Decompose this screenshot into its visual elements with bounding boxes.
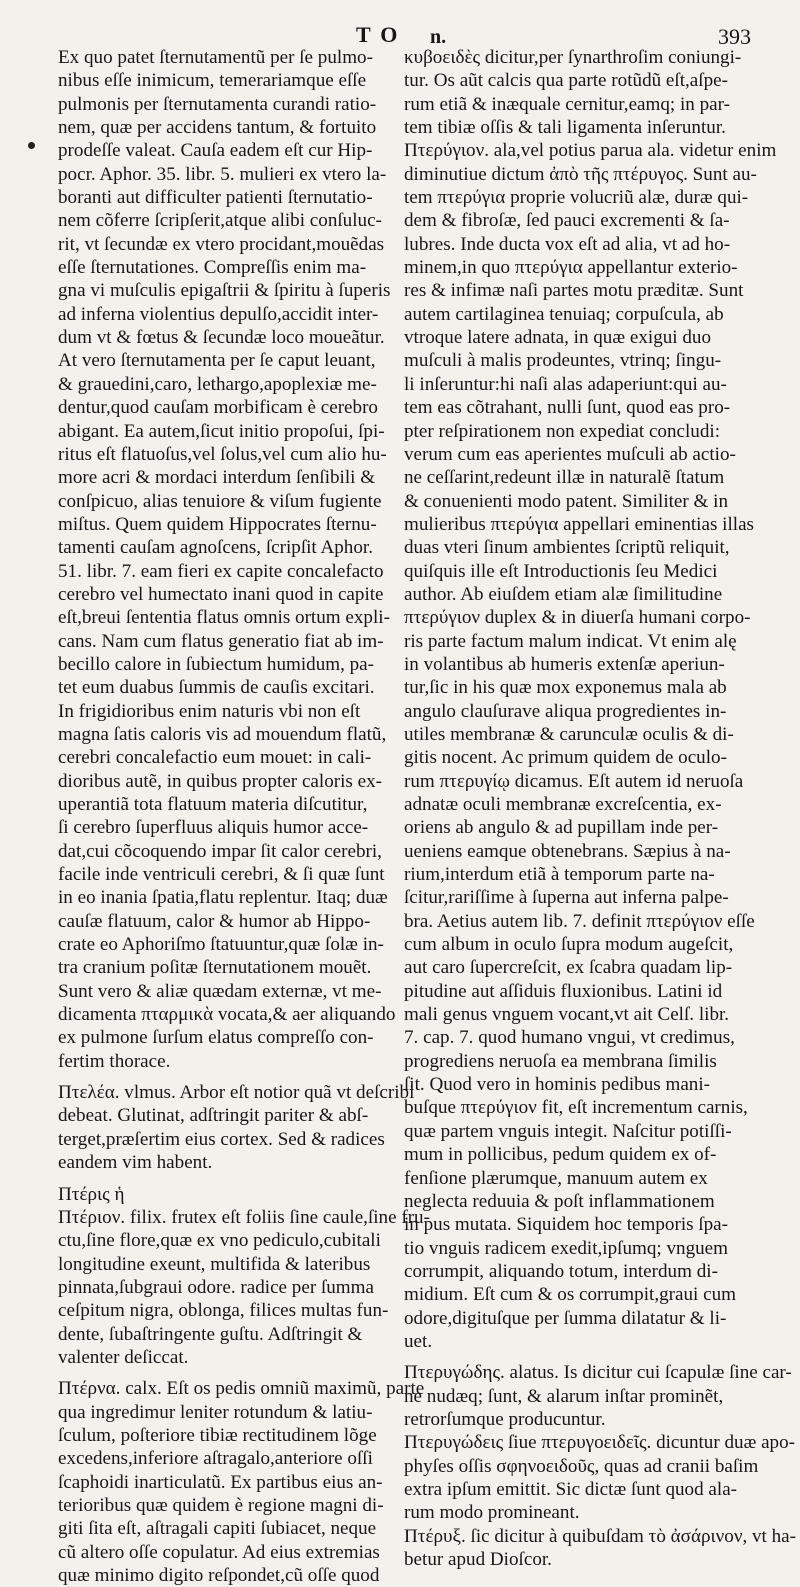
- text-line: debeat. Glutinat, adſtringit pariter & abſ-: [58, 1105, 369, 1127]
- text-line: more acri & mordaci interdum ſenſibili &: [58, 467, 376, 489]
- text-line: Πτέρις ἡ: [58, 1183, 125, 1205]
- text-line: tem πτερύγια proprie volucriũ alæ, duræ qui-: [404, 187, 749, 209]
- text-line: ris parte factum malum indicat. Vt enim alę: [404, 630, 737, 652]
- text-line: pter reſpirationem non expediat concludi:: [404, 420, 720, 442]
- ink-dot-mark: [28, 142, 35, 149]
- text-line: terioribus quæ quidem è regione magni di-: [58, 1494, 384, 1516]
- text-line: eſt,breui ſententia flatus omnis ortum expli-: [58, 607, 390, 629]
- text-line: vtroque latere adnata, in quæ exigui duo: [404, 327, 712, 349]
- text-line: mulieribus πτερύγια appellari eminentias illas: [404, 513, 754, 535]
- text-line: eandem vim habent.: [58, 1152, 213, 1174]
- entry-gap: [404, 1353, 756, 1361]
- text-line: κυβοειδὲς dicitur,per ſynarthroſim coniungi-: [404, 47, 742, 68]
- text-line: boranti aut difficulter patienti ſternutatio-: [58, 187, 373, 209]
- text-line: retrorſumque producuntur.: [404, 1408, 606, 1430]
- text-line: facile inde ventriculi cerebri, & ſi quæ ſunt: [58, 864, 385, 886]
- text-line: Πτέρυξ. ſic dicitur à quibuſdam τὸ ἀσάρινον, vt ha-: [404, 1525, 797, 1547]
- text-line: rit, vt ſecundæ ex vtero procidant,mouẽdas: [58, 233, 385, 255]
- text-line: πτερύγιον duplex & in diuerſa humani corpo-: [404, 607, 751, 629]
- page-number: 393: [718, 24, 751, 49]
- text-line: progrediens neruoſa ea membrana ſimilis: [404, 1050, 717, 1072]
- text-line: betur apud Dioſcor.: [404, 1549, 552, 1570]
- text-line: nibus eſſe inimicum, temerariamque eſſe: [58, 70, 367, 92]
- text-line: cans. Nam cum flatus generatio fiat ab im-: [58, 630, 384, 652]
- text-line: cerebro vel humectato inani quod in capite: [58, 583, 384, 605]
- text-line: odore,digituſque per ſumma dilatatur & li-: [404, 1307, 727, 1329]
- entry-gap: [58, 1073, 394, 1081]
- text-line: lubres. Inde ducta vox eſt ad alia, vt ad ho-: [404, 233, 731, 255]
- text-line: giti ſita eſt, aſtragali capiti ſubiacet, neque: [58, 1518, 377, 1540]
- text-line: aut caro ſupercreſcit, ex ſcabra quadam lip-: [404, 957, 733, 979]
- text-line: pinnata,ſubgraui odore. radice per ſumma: [58, 1276, 374, 1298]
- text-line: pocr. Aphor. 35. libr. 5. mulieri ex vtero la-: [58, 163, 387, 185]
- text-line: midium. Eſt cum & os corrumpit,graui cum: [404, 1284, 736, 1306]
- text-line: dem & fibroſæ, ſed pauci excrementi & ſa-: [404, 210, 730, 232]
- text-line: & grauedini,caro, lethargo,apoplexiæ me-: [58, 373, 377, 395]
- text-line: Πτερυγώδεις ſiue πτερυγοειδεῖς. dicuntur duæ apo-: [404, 1432, 796, 1454]
- text-line: Πτερυγώδης. alatus. Is dicitur cui ſcapulæ ſine car-: [404, 1362, 792, 1384]
- text-line: nem cõferre ſcripſerit,atque alibi conſuluc-: [58, 210, 382, 232]
- text-line: tur. Os aũt calcis qua parte rotũdũ eſt,aſpe-: [404, 70, 728, 92]
- text-line: dentur,quod cauſam morbificam è cerebro: [58, 397, 378, 419]
- text-line: prodeſſe valeat. Cauſa eadem eſt cur Hip-: [58, 140, 373, 162]
- right-column: [404, 46, 797, 1571]
- text-line: cerebri concalefactio eum mouet: in cali-: [58, 747, 372, 769]
- text-line: tem tibiæ oſſis & tali ligamenta inſeruntur.: [404, 117, 726, 139]
- text-line: diminutiue dictum ἀπὸ τῆς πτέρυγος. Sunt au-: [404, 163, 757, 185]
- text-line: Πτέρνα. calx. Eſt os pedis omniũ maximũ, parte: [58, 1378, 425, 1400]
- text-line: Ex quo patet ſternutamentũ per ſe pulmo-: [58, 47, 373, 68]
- text-line: Πτέριον. filix. frutex eſt foliis ſine caule,ſine fru-: [58, 1206, 430, 1228]
- text-line: minem,in quo πτερύγια appellantur exterio-: [404, 257, 738, 279]
- text-line: adnatæ oculi membranæ excreſcentia, ex-: [404, 794, 722, 815]
- text-line: ceſpitum nigra, oblonga, filices multas fun-: [58, 1300, 389, 1322]
- text-line: dat,cui cõcoquendo impar ſit calor cerebri,: [58, 840, 382, 862]
- text-line: 51. libr. 7. eam fieri ex capite concalefacto: [58, 560, 384, 582]
- text-line: Sunt vero & aliæ quædam externæ, vt me-: [58, 980, 382, 1002]
- text-line: duas vteri ſinum ambientes ſcriptũ reliquit,: [404, 537, 730, 559]
- text-line: oriens ab angulo & ad pupillam inde per-: [404, 817, 719, 839]
- text-line: Πτερύγιον. ala,vel potius parua ala. videtur enim: [404, 140, 777, 162]
- text-line: in volantibus ab humeris extenſæ aperiun-: [404, 653, 725, 675]
- text-line: longitudine exeunt, multifida & lateribus: [58, 1253, 371, 1275]
- text-line: fertim thorace.: [58, 1050, 171, 1072]
- text-line: muſculi à malis prodeuntes, vtrinq; ſingu-: [404, 350, 722, 372]
- text-line: ne ceſſarint,redeunt illæ in naturalẽ ſtatum: [404, 467, 725, 489]
- text-line: ctu,ſine flore,quæ ex vno pediculo,cubitali: [58, 1230, 381, 1252]
- text-line: ritus eſt flatuoſus,vel ſolus,vel cum alio hu-: [58, 443, 387, 465]
- text-line: gitis nocent. Ac primum quidem de oculo-: [404, 747, 727, 769]
- text-line: tem eas cõtrahant, nulli ſunt, quod eas pro-: [404, 397, 731, 419]
- text-line: qua ingredimur leniter rotundum & latiu-: [58, 1401, 373, 1423]
- text-line: angulo clauſurave aliqua progredientes in-: [404, 700, 727, 722]
- text-line: ſculum, poſteriore tibiæ rectitudinem lõge: [58, 1424, 377, 1446]
- text-line: rium,interdum etiã à temporum parte na-: [404, 864, 715, 886]
- text-line: extra ipſum emittit. Sic dictæ ſunt quod ala-: [404, 1478, 738, 1500]
- text-line: quiſquis ille eſt Introductionis ſeu Medici: [404, 560, 718, 582]
- text-line: valenter deſiccat.: [58, 1346, 189, 1368]
- text-line: rum modo promineant.: [404, 1502, 580, 1524]
- entry-gap: [58, 1175, 394, 1183]
- text-line: mali genus vnguem vocant,vt ait Celſ. libr.: [404, 1004, 730, 1026]
- text-line: pulmonis per ſternutamenta curandi ratio-: [58, 93, 377, 115]
- text-line: dicamenta πταρμικὰ vocata,& aer aliquando: [58, 1004, 396, 1026]
- text-line: quæ minimo digito reſpondet,cũ oſſe quod: [58, 1565, 380, 1586]
- text-line: ex pulmone ſurſum elatus compreſſo con-: [58, 1027, 374, 1049]
- text-line: bra. Aetius autem lib. 7. definit πτερύγιον eſſe: [404, 910, 755, 932]
- text-line: buſque πτερύγιον fit, eſt incrementum carnis,: [404, 1097, 748, 1119]
- text-line: in pus mutata. Siquidem hoc temporis ſpa-: [404, 1214, 729, 1236]
- text-line: in eo inania ſpatia,flatu replentur. Itaq; duæ: [58, 887, 388, 909]
- text-line: ueniens eamque obtenebrans. Sæpius à na-: [404, 840, 731, 862]
- text-line: dioribus autẽ, in quibus propter caloris ex-: [58, 770, 382, 792]
- text-line: mum in pollicibus, pedum quidem ex of-: [404, 1144, 717, 1166]
- text-line: abigant. Ea autem,ſicut initio propoſui, ſpi-: [58, 420, 385, 442]
- header-left: TO: [356, 22, 408, 47]
- text-line: res & infimæ naſi partes motu præditæ. Sunt: [404, 280, 744, 302]
- text-line: ad inferna violentius depulſo,accidit inter-: [58, 303, 379, 325]
- text-line: corrumpit, aliquando totum, interdum di-: [404, 1260, 718, 1282]
- text-line: gna vi muſculis epigaſtrii & ſpiritu à ſuperis: [58, 280, 391, 302]
- text-line: ne nudæq; ſunt, & alarum inſtar prominẽt,: [404, 1385, 724, 1407]
- text-line: tamenti cauſam agnoſcens, ſcripſit Aphor.: [58, 537, 373, 559]
- text-line: 7. cap. 7. quod humano vngui, vt credimus,: [404, 1027, 735, 1049]
- text-line: phyſes oſſis σφηνοειδοῦς, quas ad cranii baſim: [404, 1455, 759, 1477]
- text-line: In frigidioribus enim naturis vbi non eſt: [58, 700, 361, 722]
- left-column: [58, 46, 430, 1587]
- text-line: excedens,inferiore aſtragalo,anteriore oſſi: [58, 1448, 373, 1470]
- text-line: crate eo Aphoriſmo ſtatuuntur,quæ ſolæ in-: [58, 934, 384, 956]
- text-line: miſtus. Quem quidem Hippocrates ſternu-: [58, 513, 377, 535]
- text-line: verum cum eas aperientes muſculi ab actio-: [404, 443, 736, 465]
- text-line: ſcitur,rariſſime à ſuperna aut inferna palpe-: [404, 887, 729, 909]
- text-line: Πτελέα. vlmus. Arbor eſt notior quã vt deſcribi: [58, 1082, 415, 1104]
- text-line: nem, quæ per accidens tantum, & fortuito: [58, 117, 377, 139]
- text-line: author. Ab eiuſdem etiam alæ ſimilitudine: [404, 583, 723, 605]
- text-line: fenſione plærumque, manuum autem ex: [404, 1167, 708, 1189]
- text-line: uperantiã tota flatuum materia diſcutitur,: [58, 794, 368, 815]
- text-line: ſcaphoidi inarticulatũ. Ex partibus eius an-: [58, 1471, 383, 1493]
- text-line: li inſeruntur:hi naſi alas adaperiunt:qui au-: [404, 373, 727, 395]
- text-line: ſit. Quod vero in hominis pedibus mani-: [404, 1074, 711, 1096]
- text-line: cum album in oculo ſupra modum augeſcit,: [404, 934, 734, 956]
- entry-gap: [58, 1369, 394, 1377]
- text-line: uet.: [404, 1330, 433, 1352]
- text-line: conſpicuo, alias tenuiore & viſum fugiente: [58, 490, 382, 512]
- text-line: At vero ſternutamenta per ſe caput leuant,: [58, 350, 376, 372]
- text-line: tet eum duabus ſummis de cauſis excitari.: [58, 677, 375, 699]
- text-line: utiles membranæ & carunculæ oculis & di-: [404, 723, 734, 745]
- text-line: tio vnguis radicem exedit,ipſumq; vnguem: [404, 1237, 729, 1259]
- header-right: n.: [430, 26, 447, 48]
- text-line: tur,ſic in his quæ mox exponemus mala ab: [404, 677, 727, 699]
- text-line: cauſæ flatuum, calor & humor ab Hippo-: [58, 910, 371, 932]
- text-line: tra cranium poſitæ ſternutationem mouẽt.: [58, 957, 372, 979]
- text-line: eſſe ſternutationes. Compreſſis enim ma-: [58, 257, 367, 279]
- text-line: dente, ſubaſtringente guſtu. Adſtringit &: [58, 1323, 363, 1345]
- text-line: cũ altero oſſe copulatur. Ad eius extremias: [58, 1541, 380, 1563]
- text-line: & conuenienti modo patent. Similiter & in: [404, 490, 729, 512]
- text-line: quæ partem vnguis integit. Naſcitur potiſſi-: [404, 1120, 732, 1142]
- text-line: ſi cerebro ſuperfluus aliquis humor acce-: [58, 817, 369, 839]
- text-line: rum etiã & inæquale cernitur,eamq; in par-: [404, 93, 730, 115]
- text-line: neglecta reduuia & poſt inflammationem: [404, 1190, 715, 1212]
- text-line: rum πτερυγίῳ dicamus. Eſt autem id neruoſa: [404, 770, 744, 792]
- text-line: magna ſatis caloris vis ad mouendum flatũ,: [58, 723, 387, 745]
- text-line: autem cartilaginea tenuiaq; corpuſcula, ab: [404, 303, 724, 325]
- text-line: pitudine aut aſſiduis fluxionibus. Latini id: [404, 980, 723, 1002]
- text-line: terget,præſertim eius cortex. Sed & radices: [58, 1128, 385, 1150]
- text-line: becillo calore in ſubiectum humidum, pa-: [58, 653, 375, 675]
- text-line: dum vt & fœtus & ſecundæ loco moueãtur.: [58, 327, 385, 349]
